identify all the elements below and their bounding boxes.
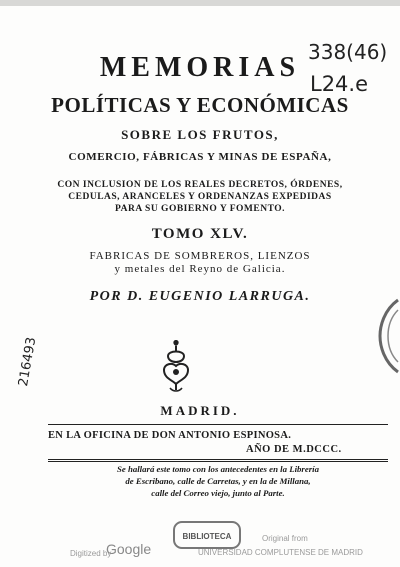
description-line-1: CON INCLUSION DE LOS REALES DECRETOS, ÓRDENES, bbox=[57, 180, 343, 190]
original-from-label: Original from bbox=[262, 534, 308, 543]
description-line-3: PARA SU GOBIERNO Y FOMENTO. bbox=[115, 204, 285, 214]
subtitle-line-4: COMERCIO, FÁBRICAS Y MINAS DE ESPAÑA, bbox=[68, 151, 332, 163]
imprint-place: MADRID. bbox=[160, 403, 240, 418]
google-logo: Google bbox=[106, 541, 152, 557]
imprint-printer: EN LA OFICINA DE DON ANTONIO ESPINOSA. bbox=[48, 430, 292, 441]
shelfmark-number: 338(46) bbox=[308, 40, 388, 64]
digitized-by-label: Digitized by bbox=[70, 549, 112, 558]
imprint-year: AÑO DE M.DCCC. bbox=[246, 444, 342, 455]
volume-number: TOMO XLV. bbox=[151, 226, 249, 242]
double-rule-lower bbox=[48, 461, 388, 462]
sales-note-line-2: de Escribano, calle de Carretas, y en la de Millana, bbox=[125, 476, 311, 486]
description-line-2: CEDULAS, ARANCELES Y ORDENANZAS EXPEDIDAS bbox=[68, 192, 332, 202]
university-label: UNIVERSIDAD COMPLUTENSE DE MADRID bbox=[198, 548, 363, 557]
scan-edge bbox=[0, 0, 400, 6]
book-title: MEMORIAS bbox=[99, 52, 301, 83]
library-stamp-edge-icon bbox=[370, 296, 400, 376]
author-line: POR D. EUGENIO LARRUGA. bbox=[89, 289, 311, 304]
sales-note bbox=[48, 463, 388, 499]
inventory-number: 216493 bbox=[16, 336, 40, 388]
shelfmark-code: L24.e bbox=[310, 72, 369, 96]
sales-note-line-1: Se hallará este tomo con los antecedentes en la Librería bbox=[116, 464, 320, 474]
volume-subject-line-2: y metales del Reyno de Galicia. bbox=[114, 263, 286, 275]
double-rule-upper bbox=[48, 459, 388, 460]
imprint-rule-top bbox=[48, 424, 388, 425]
description-block bbox=[0, 179, 400, 215]
subtitle-line-3: SOBRE LOS FRUTOS, bbox=[121, 127, 279, 142]
sales-note-line-3: calle del Correo viejo, junto al Parte. bbox=[151, 488, 285, 498]
volume-subject-line-1: FABRICAS DE SOMBREROS, LIENZOS bbox=[89, 250, 311, 262]
library-stamp-text: BIBLIOTECA bbox=[182, 532, 232, 541]
library-stamp-icon bbox=[172, 520, 242, 550]
printers-ornament-icon bbox=[156, 336, 196, 392]
book-subtitle: POLÍTICAS Y ECONÓMICAS bbox=[51, 93, 349, 117]
volume-subject bbox=[0, 250, 400, 276]
